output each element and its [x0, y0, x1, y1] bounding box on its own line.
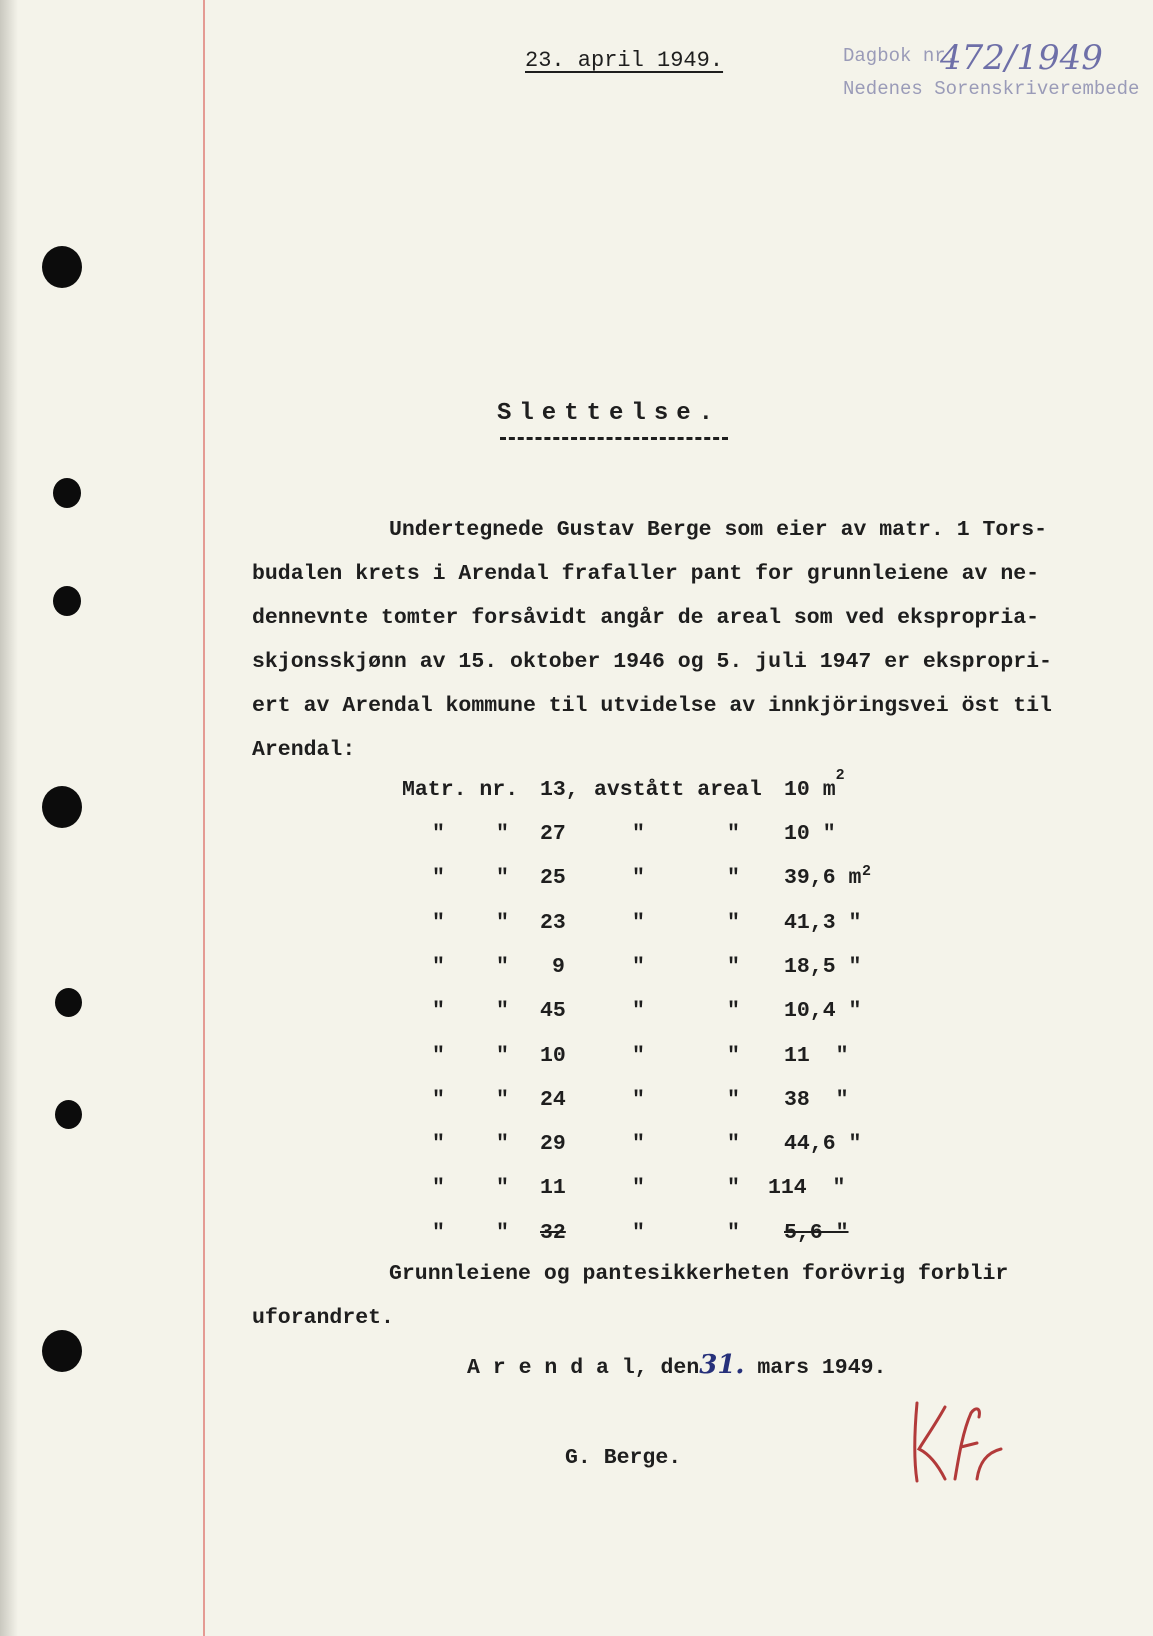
matr-number: 9: [552, 954, 565, 979]
unit-superscript: 2: [835, 767, 845, 784]
body-paragraph: [252, 508, 1102, 772]
ditto-mark: ": [632, 1176, 645, 1201]
handwritten-day: 31.: [699, 1350, 745, 1380]
matr-number: 29: [540, 1132, 566, 1157]
punch-hole: [53, 478, 81, 508]
punch-hole: [42, 786, 82, 828]
matr-number: 13,: [540, 778, 579, 802]
area-value: 10 m: [784, 778, 836, 802]
body-line: skjonsskjønn av 15. oktober 1946 og 5. juli 1947 er ekspropri-: [252, 650, 1052, 674]
document-heading: Slettelse.: [497, 400, 722, 427]
document-date: 23. april 1949.: [525, 48, 724, 73]
ditto-mark: ": [727, 1176, 740, 1201]
closing-line: uforandret.: [252, 1306, 394, 1330]
matr-label: Matr. nr.: [402, 778, 519, 802]
area-value-cell: [784, 767, 845, 802]
matr-number: 10: [540, 1043, 566, 1068]
area-value: 5,6 ": [784, 1220, 849, 1245]
ditto-mark: ": [496, 822, 509, 846]
date-rest: mars 1949.: [757, 1356, 887, 1380]
ditto-mark: ": [632, 1043, 645, 1068]
area-value: 10 ": [784, 822, 836, 846]
matr-number: 45: [540, 999, 566, 1024]
area-value: 39,6 m: [784, 866, 862, 891]
area-label: avstått areal: [594, 778, 762, 802]
matr-number: 27: [540, 822, 566, 846]
ditto-mark: ": [496, 866, 509, 891]
signature: G. Berge.: [565, 1446, 682, 1470]
ditto-mark: ": [496, 1176, 509, 1201]
ditto-mark: ": [632, 1087, 645, 1112]
punch-hole: [42, 1330, 82, 1372]
place: A r e n d a l, den: [467, 1356, 700, 1380]
area-value: 11 ": [784, 1043, 849, 1068]
ditto-mark: ": [432, 1087, 445, 1112]
area-value: 10,4 ": [784, 999, 862, 1024]
matr-number: 11: [540, 1176, 566, 1201]
body-line: ert av Arendal kommune til utvidelse av innkjöringsvei öst til: [252, 694, 1052, 718]
heading-underline: [500, 437, 728, 440]
ditto-mark: ": [727, 1043, 740, 1068]
ditto-mark: ": [727, 1132, 740, 1157]
body-line: Arendal:: [252, 738, 356, 762]
ditto-mark: ": [496, 999, 509, 1024]
ditto-mark: ": [632, 1220, 645, 1245]
diary-stamp-label: Dagbok nr.: [843, 45, 958, 67]
ditto-mark: ": [632, 910, 645, 935]
ditto-mark: ": [727, 1220, 740, 1245]
ditto-mark: ": [632, 1132, 645, 1157]
property-list-row: [0, 863, 872, 906]
punch-hole: [55, 988, 82, 1017]
ditto-mark: ": [632, 866, 645, 891]
ditto-mark: ": [432, 999, 445, 1024]
area-value: 41,3 ": [784, 910, 862, 935]
ditto-mark: ": [727, 954, 740, 979]
red-margin-line: [203, 0, 205, 1636]
matr-number: 24: [540, 1087, 566, 1112]
unit-superscript: 2: [862, 863, 872, 881]
ditto-mark: ": [432, 954, 445, 979]
body-line: Undertegnede Gustav Berge som eier av matr. 1 Tors-: [389, 518, 1048, 542]
ditto-mark: ": [432, 822, 445, 846]
handwritten-initials-mark: [905, 1395, 1015, 1485]
ditto-mark: ": [496, 954, 509, 979]
area-value: 44,6 ": [784, 1132, 862, 1157]
ditto-mark: ": [432, 1132, 445, 1157]
closing-line: Grunnleiene og pantesikkerheten forövrig forblir: [389, 1262, 1009, 1286]
punch-hole: [42, 246, 82, 288]
ditto-mark: ": [632, 954, 645, 979]
page-edge-shadow: [0, 0, 18, 1636]
area-value: 18,5 ": [784, 954, 862, 979]
closing-paragraph: [252, 1252, 1102, 1340]
ditto-mark: ": [727, 910, 740, 935]
ditto-mark: ": [727, 999, 740, 1024]
ditto-mark: ": [632, 999, 645, 1024]
ditto-mark: ": [632, 822, 645, 846]
area-value: 38 ": [784, 1087, 849, 1112]
body-line: dennevnte tomter forsåvidt angår de areal som ved ekspropria-: [252, 606, 1040, 630]
punch-hole: [53, 586, 81, 616]
office-stamp: Nedenes Sorenskriverembede: [843, 78, 1140, 100]
punch-hole: [55, 1100, 82, 1129]
ditto-mark: ": [432, 866, 445, 891]
area-value: 114 ": [768, 1176, 846, 1201]
ditto-mark: ": [496, 1220, 509, 1245]
ditto-mark: ": [432, 910, 445, 935]
ditto-mark: ": [727, 866, 740, 891]
place-and-date: [467, 1350, 886, 1380]
ditto-mark: ": [496, 910, 509, 935]
ditto-mark: ": [432, 1220, 445, 1245]
ditto-mark: ": [432, 1043, 445, 1068]
matr-number: 25: [540, 866, 566, 891]
ditto-mark: ": [727, 822, 740, 846]
matr-number: 32: [540, 1220, 566, 1245]
ditto-mark: ": [727, 1087, 740, 1112]
ditto-mark: ": [496, 1087, 509, 1112]
ditto-mark: ": [432, 1176, 445, 1201]
ditto-mark: ": [496, 1132, 509, 1157]
ditto-mark: ": [496, 1043, 509, 1068]
matr-number: 23: [540, 910, 566, 935]
handwritten-initials: Kfr: [905, 1395, 907, 1396]
diary-stamp-number: 472/1949: [940, 38, 1103, 78]
body-line: budalen krets i Arendal frafaller pant for grunnleiene av ne-: [252, 562, 1040, 586]
